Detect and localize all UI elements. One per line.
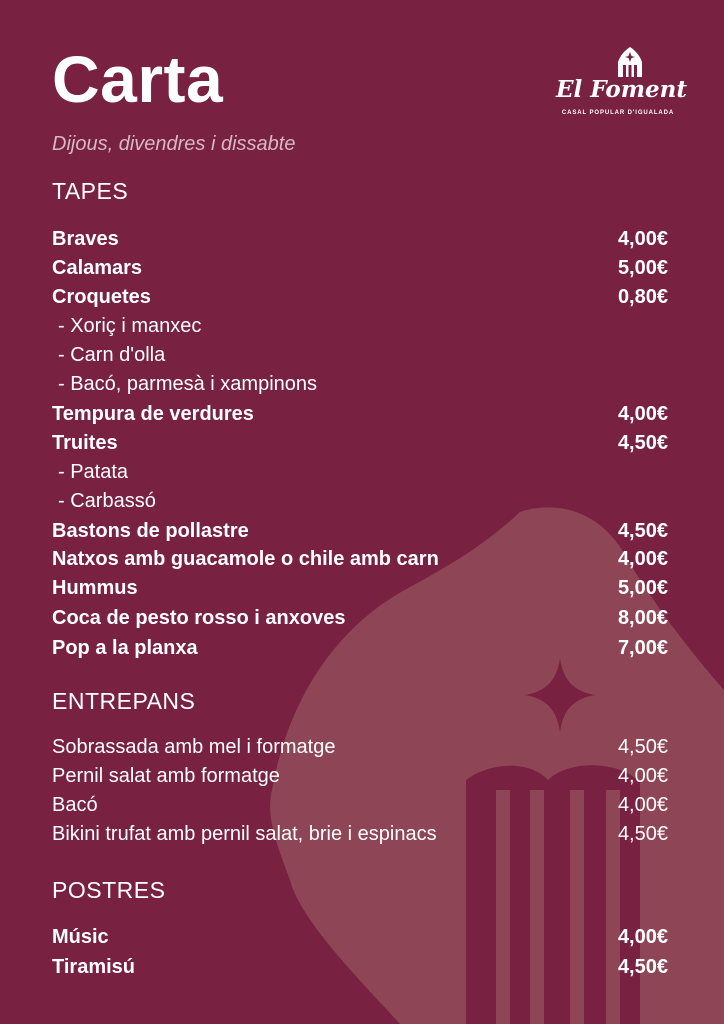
menu-item-name: Bastons de pollastre [52, 520, 249, 542]
menu-item-price: 4,50€ [617, 736, 668, 758]
menu-item-name: Pop a la planxa [52, 637, 198, 659]
menu-item-name: Natxos amb guacamole o chile amb carn [52, 548, 439, 570]
menu-item-name: Calamars [52, 257, 143, 279]
menu-item-price: 0,80€ [617, 286, 668, 308]
menu-item-price: 4,00€ [617, 548, 668, 570]
menu-item [52, 604, 668, 633]
menu-item [52, 429, 668, 458]
menu-item [52, 225, 668, 254]
menu-item-name: Tiramisú [52, 956, 135, 978]
foment-emblem-icon [614, 46, 646, 78]
menu-item [52, 820, 668, 849]
menu-subitem [52, 458, 668, 487]
menu-subitem-name: - Bacó, parmesà i xampinons [58, 373, 318, 395]
menu-item-price: 5,00€ [617, 257, 668, 279]
menu-item-name: Croquetes [52, 286, 151, 308]
menu-subitem-name: - Xoriç i manxec [58, 315, 202, 337]
menu-item-price: 4,00€ [617, 403, 668, 425]
menu-item-price: 4,00€ [617, 926, 668, 948]
menu-item-name: Pernil salat amb formatge [52, 765, 280, 787]
menu-item-name: Sobrassada amb mel i formatge [52, 736, 336, 758]
page-title: Carta [52, 42, 224, 116]
menu-item-name: Coca de pesto rosso i anxoves [52, 607, 346, 629]
menu-item [52, 400, 668, 429]
logo-tagline: CASAL POPULAR D'IGUALADA [561, 110, 675, 116]
menu-item-price: 4,50€ [617, 520, 668, 542]
menu-item [52, 923, 668, 952]
menu-subitem [52, 370, 668, 399]
menu-subitem-name: - Patata [58, 461, 129, 483]
menu-subitem-name: - Carn d'olla [58, 344, 166, 366]
menu-item-price: 8,00€ [617, 607, 668, 629]
menu-item [52, 574, 668, 603]
menu-item-price: 4,00€ [617, 765, 668, 787]
menu-item-name: Músic [52, 926, 109, 948]
menu-item-price: 4,50€ [617, 956, 668, 978]
section-title-postres: POSTRES [52, 877, 166, 903]
menu-subitem [52, 312, 668, 341]
menu-item-name: Truites [52, 432, 118, 454]
menu-item [52, 254, 668, 283]
menu-item-price: 4,00€ [617, 228, 668, 250]
menu-item [52, 517, 668, 546]
menu-item-name: Bacó [52, 794, 98, 816]
menu-subitem [52, 487, 668, 516]
menu-item [52, 545, 668, 574]
menu-subitem [52, 341, 668, 370]
logo-wordmark: El Foment [556, 76, 688, 103]
menu-item-name: Hummus [52, 577, 138, 599]
menu-item-name: Bikini trufat amb pernil salat, brie i espinacs [52, 823, 437, 845]
menu-item-price: 5,00€ [617, 577, 668, 599]
section-title-tapes: TAPES [52, 178, 129, 204]
menu-item [52, 762, 668, 791]
menu-item-price: 4,50€ [617, 432, 668, 454]
brand-logo [548, 46, 688, 122]
menu-item [52, 733, 668, 762]
menu-item-name: Tempura de verdures [52, 403, 254, 425]
menu-item-name: Braves [52, 228, 119, 250]
menu-item [52, 634, 668, 663]
section-title-entrepans: ENTREPANS [52, 688, 196, 714]
menu-item-price: 4,50€ [617, 823, 668, 845]
menu-subitem-name: - Carbassó [58, 490, 156, 512]
menu-item-price: 4,00€ [617, 794, 668, 816]
menu-item [52, 791, 668, 820]
menu-item-price: 7,00€ [617, 637, 668, 659]
menu-item [52, 953, 668, 982]
menu-item [52, 283, 668, 312]
page-subtitle: Dijous, divendres i dissabte [52, 133, 296, 155]
